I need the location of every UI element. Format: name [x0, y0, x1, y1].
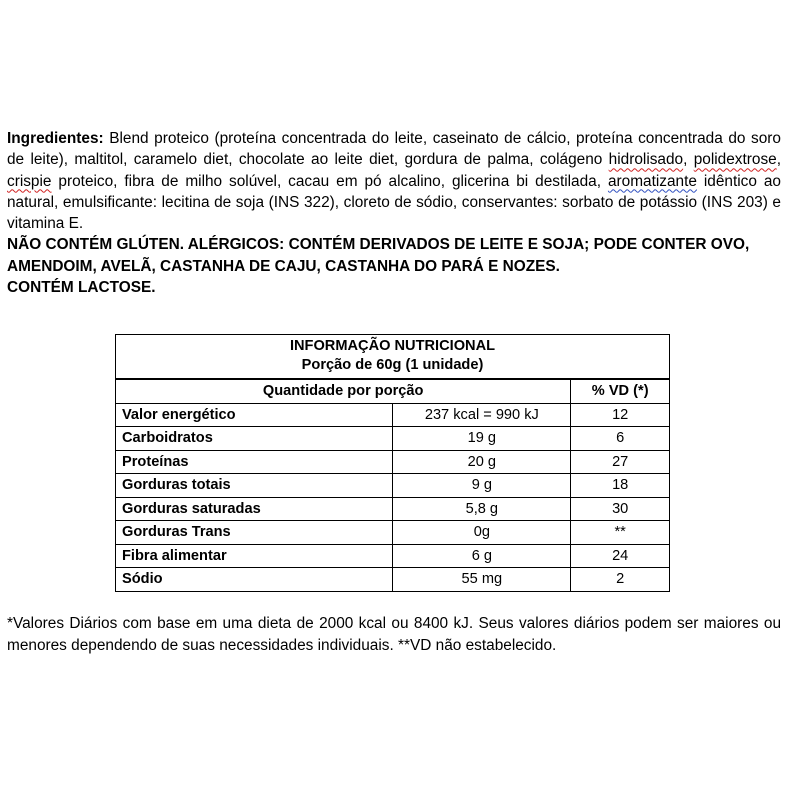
nutrient-name: Sódio	[116, 568, 393, 592]
table-header-row	[116, 335, 670, 380]
nutrient-quantity: 20 g	[393, 450, 571, 474]
table-title-cell	[116, 335, 670, 380]
ingredients-text-3: ,	[776, 151, 781, 169]
nutrient-quantity: 237 kcal = 990 kJ	[393, 403, 571, 427]
nutrient-vd: 12	[571, 403, 670, 427]
table-row	[116, 450, 670, 474]
nutrient-name: Fibra alimentar	[116, 544, 393, 568]
ingredients-text-5: idêntico ao natural, emulsificante: lecitina de soja (INS 322), cloreto de sódio, conservantes: sorbato de potássio (INS 203) e vitamina E.	[7, 172, 781, 233]
nutrient-vd: 6	[571, 427, 670, 451]
table-portion: Porção de 60g (1 unidade)	[301, 357, 484, 373]
table-row	[116, 427, 670, 451]
table-row	[116, 521, 670, 545]
nutrient-quantity: 0g	[393, 521, 571, 545]
ingredient-crispie: crispie	[7, 172, 52, 190]
nutrient-quantity: 5,8 g	[393, 497, 571, 521]
column-header-row	[116, 379, 670, 403]
nutrient-vd: 30	[571, 497, 670, 521]
nutrient-name: Valor energético	[116, 403, 393, 427]
nutrient-vd: 2	[571, 568, 670, 592]
ingredient-aromatizante: aromatizante	[607, 172, 697, 190]
table-title: INFORMAÇÃO NUTRICIONAL	[289, 338, 496, 354]
nutrient-quantity: 6 g	[393, 544, 571, 568]
column-header-quantity: Quantidade por porção	[116, 379, 571, 403]
nutrient-vd: 18	[571, 474, 670, 498]
table-row	[116, 497, 670, 521]
nutrient-quantity: 9 g	[393, 474, 571, 498]
nutrient-name: Carboidratos	[116, 427, 393, 451]
nutrient-vd: 24	[571, 544, 670, 568]
table-row	[116, 403, 670, 427]
ingredients-label: Ingredientes:	[7, 130, 104, 147]
lactose-warning: CONTÉM LACTOSE.	[7, 279, 156, 297]
nutrient-vd: 27	[571, 450, 670, 474]
allergens-warning: NÃO CONTÉM GLÚTEN. ALÉRGICOS: CONTÉM DERIVADOS DE LEITE E SOJA; PODE CONTER OVO, AMENDOIM, AVELÃ, CASTANHA DE CAJU, CASTANHA DO PARÁ E NOZES.	[7, 236, 750, 275]
daily-values-footnote: *Valores Diários com base em uma dieta de 2000 kcal ou 8400 kJ. Seus valores diários podem ser maiores ou menores dependendo de suas necessidades individuais. **VD não estabelecido.	[7, 615, 781, 654]
nutrient-name: Proteínas	[116, 450, 393, 474]
nutrient-vd: **	[571, 521, 670, 545]
nutrient-quantity: 55 mg	[393, 568, 571, 592]
nutrient-quantity: 19 g	[393, 427, 571, 451]
table-row	[116, 474, 670, 498]
nutrient-name: Gorduras totais	[116, 474, 393, 498]
ingredients-text-4: proteico, fibra de milho solúvel, cacau em pó alcalino, glicerina bi destilada,	[51, 172, 608, 190]
ingredient-polidextrose: polidextrose	[693, 151, 777, 169]
table-row	[116, 568, 670, 592]
column-header-vd: % VD (*)	[571, 379, 670, 403]
ingredients-text-2: ,	[683, 151, 694, 169]
ingredients-text-1: Blend proteico (proteína concentrada do leite, caseinato de cálcio, proteína concentrada do soro de leite), maltitol, caramelo diet, chocolate ao leite diet, gordura de palma, colágeno	[7, 130, 781, 169]
ingredient-hidrolisado: hidrolisado	[608, 151, 684, 169]
nutrition-facts-table	[115, 334, 670, 592]
ingredients-block	[7, 128, 781, 298]
nutrient-name: Gorduras Trans	[116, 521, 393, 545]
table-row	[116, 544, 670, 568]
nutrient-name: Gorduras saturadas	[116, 497, 393, 521]
